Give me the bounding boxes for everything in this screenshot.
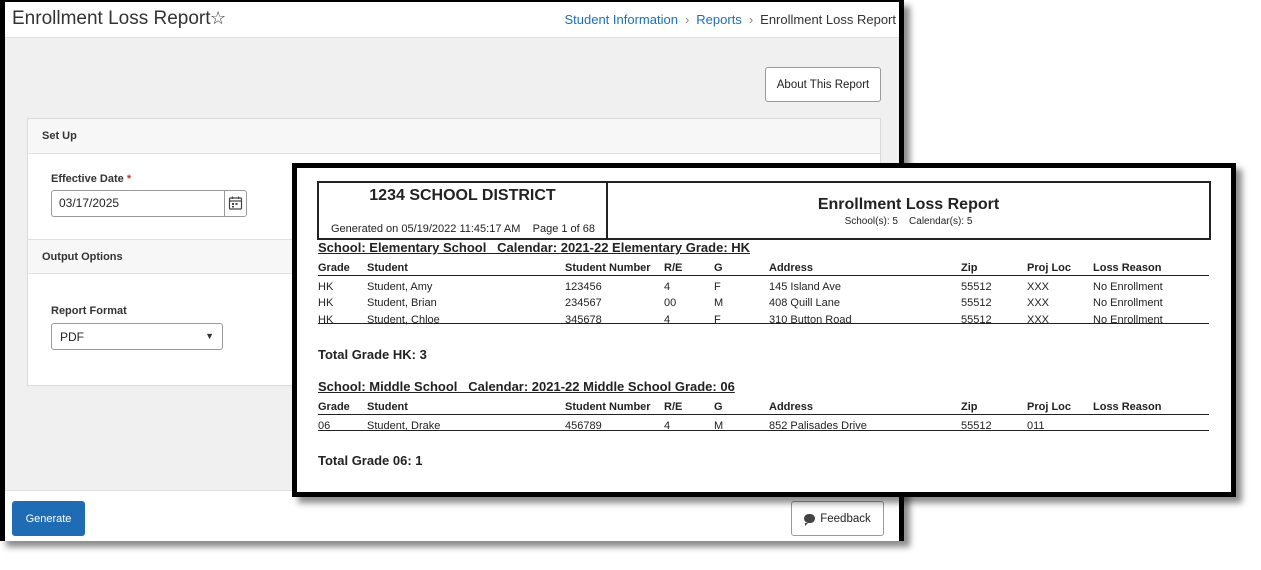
chevron-right-icon: ›	[684, 12, 690, 27]
school-section-heading: School: Elementary School Calendar: 2021-22 Elementary Grade: HK	[318, 240, 751, 255]
table-cell: 345678	[565, 314, 602, 326]
table-cell: 06	[318, 420, 331, 432]
table-row	[318, 296, 1209, 312]
report-preview	[292, 163, 1236, 497]
report-format-value: PDF	[60, 330, 84, 344]
table-cell: No Enrollment	[1093, 297, 1163, 309]
table-cell: Student, Amy	[367, 281, 433, 293]
column-header: Student	[367, 401, 408, 413]
table-cell: 4	[664, 281, 671, 293]
calendar-icon	[225, 191, 246, 216]
effective-date-label	[51, 173, 131, 185]
table-cell: 234567	[565, 297, 602, 309]
table-cell: No Enrollment	[1093, 314, 1163, 326]
report-header	[317, 181, 1211, 240]
chevron-right-icon: ›	[748, 12, 754, 27]
column-header: R/E	[664, 401, 683, 413]
action-bar	[5, 490, 899, 541]
table-cell: 408 Quill Lane	[769, 297, 840, 309]
table-cell: 4	[664, 314, 671, 326]
table-cell: 145 Island Ave	[769, 281, 841, 293]
column-header: G	[714, 401, 723, 413]
table-cell: 4	[664, 420, 671, 432]
school-section-heading: School: Middle School Calendar: 2021-22 Middle School Grade: 06	[318, 379, 735, 394]
table-cell: F	[714, 314, 721, 326]
breadcrumb-student-information[interactable]: Student Information	[564, 12, 678, 27]
generated-info	[331, 223, 595, 235]
table-cell: Student, Drake	[367, 420, 441, 432]
table-cell: XXX	[1027, 281, 1050, 293]
about-this-report-button[interactable]: About This Report	[765, 67, 881, 102]
page-number: Page 1 of 68	[532, 223, 596, 235]
table-cell: No Enrollment	[1093, 281, 1163, 293]
grade-total: Total Grade HK: 3	[318, 347, 427, 362]
column-header: Address	[769, 262, 814, 274]
column-header: G	[714, 262, 723, 274]
breadcrumb-current: Enrollment Loss Report	[760, 12, 896, 27]
table-cell: 011	[1027, 420, 1045, 432]
column-header: Address	[769, 401, 814, 413]
report-format-label: Report Format	[51, 305, 127, 317]
column-header: R/E	[664, 262, 683, 274]
column-header: Student	[367, 262, 408, 274]
table-divider	[318, 430, 1209, 431]
calendar-button[interactable]	[224, 190, 247, 217]
column-header: Grade	[318, 401, 350, 413]
breadcrumb-reports[interactable]: Reports	[696, 12, 742, 27]
page-header	[5, 2, 899, 38]
column-header: Loss Reason	[1093, 401, 1162, 413]
effective-date-label-text: Effective Date	[51, 173, 124, 185]
feedback-label: Feedback	[820, 512, 871, 525]
setup-section-header: Set Up	[28, 119, 880, 154]
table-divider	[318, 323, 1209, 324]
generate-button[interactable]: Generate	[12, 501, 85, 536]
table-row	[318, 313, 1209, 329]
table-cell: 55512	[961, 297, 992, 309]
table-cell: 123456	[565, 281, 602, 293]
column-header: Grade	[318, 262, 350, 274]
table-header	[318, 400, 1209, 415]
report-subtitle: School(s): 5 Calendar(s): 5	[844, 216, 973, 227]
column-header: Student Number	[565, 401, 651, 413]
report-format-select[interactable]	[51, 323, 223, 350]
table-cell: 00	[664, 297, 677, 309]
column-header: Proj Loc	[1027, 401, 1072, 413]
report-header-district-box	[319, 183, 608, 238]
caret-down-icon: ▼	[205, 331, 214, 341]
page-title: Enrollment Loss Report	[12, 8, 211, 29]
table-cell: 310 Button Road	[769, 314, 852, 326]
breadcrumb	[564, 12, 896, 27]
table-header	[318, 261, 1209, 276]
output-options-section-header: Output Options	[28, 239, 880, 274]
grade-total: Total Grade 06: 1	[318, 453, 423, 468]
table-cell: HK	[318, 297, 334, 309]
table-cell: 55512	[961, 420, 992, 432]
required-indicator: *	[126, 173, 132, 185]
table-cell: Student, Chloe	[367, 314, 440, 326]
table-cell: 456789	[565, 420, 602, 432]
table-cell: 55512	[961, 281, 992, 293]
district-name: 1234 SCHOOL DISTRICT	[369, 187, 556, 204]
table-row	[318, 419, 1209, 435]
table-cell: F	[714, 281, 721, 293]
table-cell: HK	[318, 314, 334, 326]
feedback-button[interactable]	[791, 501, 884, 536]
column-header: Student Number	[565, 262, 651, 274]
table-cell: 852 Palisades Drive	[769, 420, 867, 432]
table-cell: HK	[318, 281, 334, 293]
column-header: Proj Loc	[1027, 262, 1072, 274]
star-icon[interactable]: ☆	[210, 8, 227, 28]
table-cell: XXX	[1027, 297, 1050, 309]
table-cell: 55512	[961, 314, 992, 326]
table-cell: XXX	[1027, 314, 1050, 326]
effective-date-input[interactable]: 03/17/2025	[51, 190, 224, 217]
table-cell: M	[714, 420, 724, 432]
table-cell: M	[714, 297, 724, 309]
chat-bubble-icon	[804, 514, 815, 523]
report-title: Enrollment Loss Report	[817, 196, 1000, 213]
generated-timestamp: Generated on 05/19/2022 11:45:17 AM	[331, 223, 521, 235]
column-header: Zip	[961, 401, 978, 413]
table-row	[318, 280, 1209, 296]
column-header: Zip	[961, 262, 978, 274]
column-header: Loss Reason	[1093, 262, 1162, 274]
table-cell: Student, Brian	[367, 297, 437, 309]
